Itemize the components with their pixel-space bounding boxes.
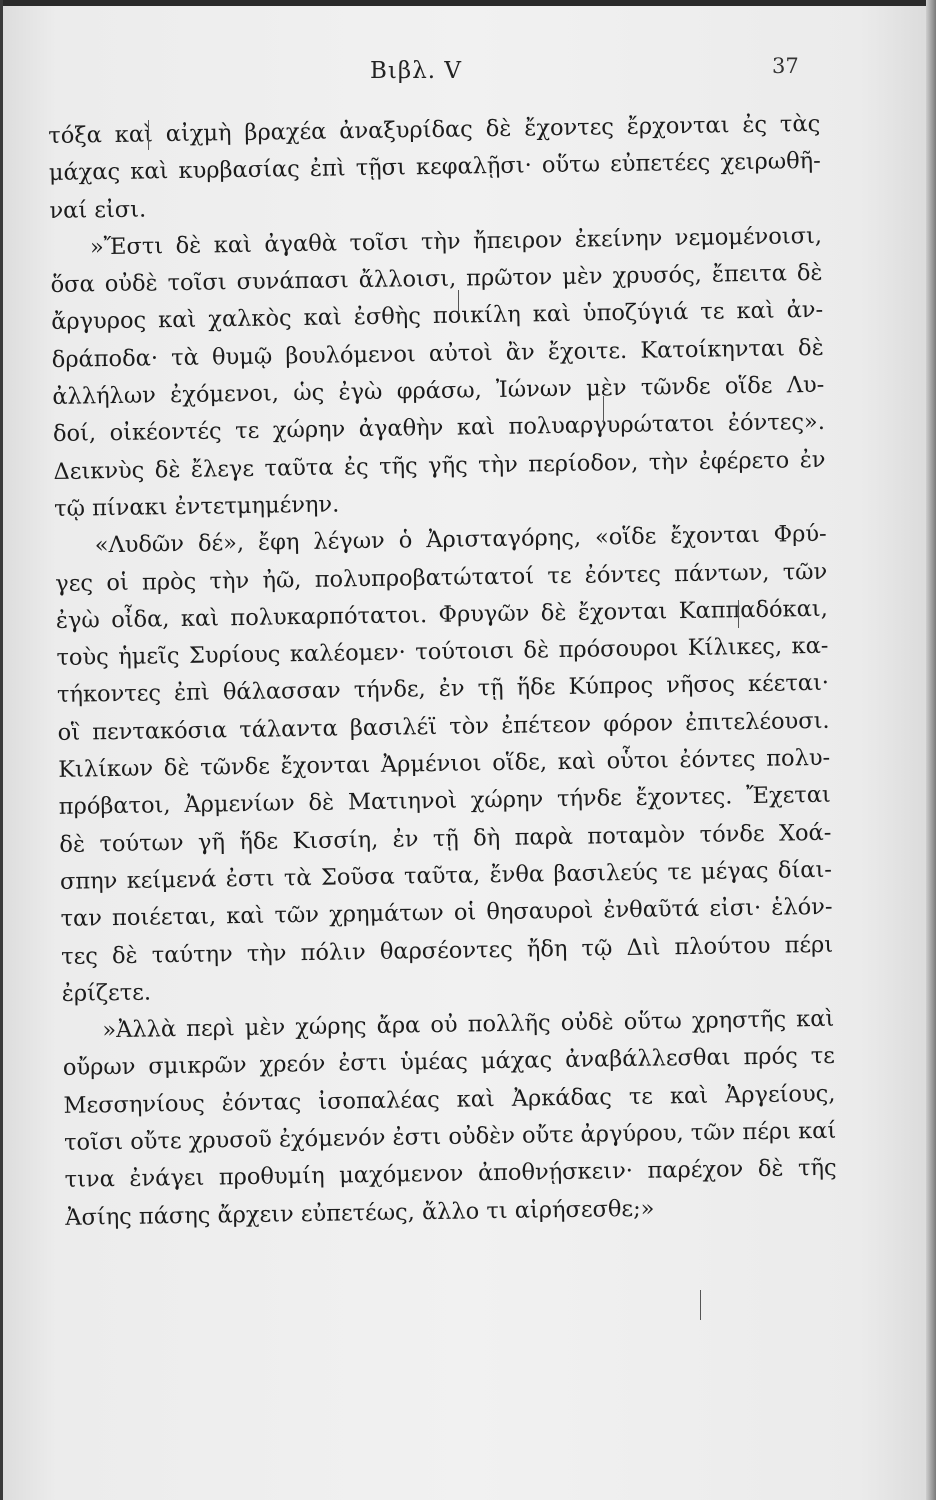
text-line: Μεσσηνίους ἐόντας ἰσοπαλέας καὶ Ἀρκάδας τε καὶ Ἀργείους, xyxy=(63,1080,836,1119)
text-line: »Ἔστι δὲ καὶ ἀγαθὰ τοῖσι τὴν ἤπειρον ἐκείνην νεμομένοισι, xyxy=(89,222,823,261)
text-line: τήκοντες ἐπὶ θάλασσαν τήνδε, ἐν τῇ ἥδε Κύπρος νῆσος κέεται· xyxy=(56,670,830,709)
scan-left-edge xyxy=(0,0,3,1500)
page-right-shadow xyxy=(926,0,936,1500)
text-line: τόξα καὶ αἰχμὴ βραχέα ἀναξυρίδας δὲ ἔχοντες ἔρχονται ἐς τὰς xyxy=(48,110,821,149)
text-line: γες οἱ πρὸς τὴν ἠῶ, πολυπροβατώτατοί τε ἐόντες πάντων, τῶν xyxy=(55,558,828,597)
pencil-mark xyxy=(458,290,459,312)
text-line: πρόβατοι, Ἀρμενίων δὲ Ματιηνοὶ χώρην τήνδε ἔχοντες. Ἔχεται xyxy=(58,782,831,821)
text-line: »Ἀλλὰ περὶ μὲν χώρης ἄρα οὐ πολλῆς οὐδὲ οὕτω χρηστῆς καὶ xyxy=(102,1005,835,1044)
text-line: ἄργυρος καὶ χαλκὸς καὶ ἐσθὴς ποικίλη καὶ ὑποζύγιά τε καὶ ἀν- xyxy=(51,297,824,336)
text-line: μάχας καὶ κυρβασίας ἐπὶ τῇσι κεφαλῇσι· οὕτω εὐπετέες χειρωθῆ- xyxy=(48,148,821,187)
text-line: οὔρων σμικρῶν χρεόν ἐστι ὑμέας μάχας ἀναβάλλεσθαι πρός τε xyxy=(62,1043,836,1082)
pencil-mark xyxy=(148,120,149,150)
text-line: Ἀσίης πάσης ἄρχειν εὐπετέως, ἄλλο τι αἱρήσεσθε;» xyxy=(65,1195,655,1231)
text-line: Δεικνὺς δὲ ἔλεγε ταῦτα ἐς τῆς γῆς τὴν περίοδον, τὴν ἐφέρετο ἐν xyxy=(53,446,826,485)
text-line: δὲ τούτων γῆ ἥδε Κισσίη, ἐν τῇ δὴ παρὰ ποταμὸν τόνδε Χοά- xyxy=(59,819,832,858)
text-line: τες δὲ ταύτην τὴν πόλιν θαρσέοντες ἤδη τῷ Διὶ πλούτου πέρι xyxy=(60,931,834,970)
text-line: ναί εἰσι. xyxy=(49,196,147,224)
pencil-mark xyxy=(738,600,739,628)
text-line: ὅσα οὐδὲ τοῖσι συνάπασι ἄλλοισι, πρῶτον μὲν χρυσός, ἔπειτα δὲ xyxy=(50,260,823,299)
pencil-mark xyxy=(700,1290,701,1320)
text-line: σπην κείμενά ἐστι τὰ Σοῦσα ταῦτα, ἔνθα βασιλεύς τε μέγας δίαι- xyxy=(59,856,833,895)
page-number: 37 xyxy=(772,54,799,78)
running-title: Βιβλ. V xyxy=(370,58,463,84)
main-text xyxy=(48,106,837,1237)
text-line: Κιλίκων δὲ τῶνδε ἔχονται Ἀρμένιοι οἵδε, καὶ οὗτοι ἐόντες πολυ- xyxy=(58,744,831,783)
text-line: «Λυδῶν δέ», ἔφη λέγων ὁ Ἀρισταγόρης, «οἵδε ἔχονται Φρύ- xyxy=(94,521,827,559)
text-line: δοί, οἰκέοντές τε χώρην ἀγαθὴν καὶ πολυαργυρώτατοι ἐόντες». xyxy=(52,409,826,448)
text-line: ταν ποιέεται, καὶ τῶν χρημάτων οἱ θησαυροὶ ἐνθαῦτά εἰσι· ἑλόν- xyxy=(60,894,833,933)
text-line: τοῖσι οὔτε χρυσοῦ ἐχόμενόν ἐστι οὐδὲν οὔτε ἀργύρου, τῶν πέρι καί xyxy=(63,1117,837,1156)
page-header xyxy=(0,54,936,98)
text-line: ἐρίζετε. xyxy=(61,979,152,1007)
text-line: τοὺς ἡμεῖς Συρίους καλέομεν· τούτοισι δὲ πρόσουροι Κίλικες, κα- xyxy=(56,632,829,672)
pencil-mark xyxy=(603,396,604,422)
text-line: ἐγὼ οἶδα, καὶ πολυκαρπότατοι. Φρυγῶν δὲ ἔχονται Καππαδόκαι, xyxy=(55,595,829,634)
text-line: ἀλλήλων ἐχόμενοι, ὡς ἐγὼ φράσω, Ἰώνων μὲν τῶνδε οἵδε Λυ- xyxy=(52,371,825,411)
text-line: δράποδα· τὰ θυμῷ βουλόμενοι αὐτοὶ ἂν ἔχοιτε. Κατοίκηνται δὲ xyxy=(51,334,824,373)
text-line: οἳ πεντακόσια τάλαντα βασιλέϊ τὸν ἐπέτεον φόρον ἐπιτελέουσι. xyxy=(57,707,830,746)
text-line: τῷ πίνακι ἐντετμημένην. xyxy=(53,491,340,522)
text-line: τινα ἐνάγει προθυμίη μαχόμενον ἀποθνῄσκειν· παρέχον δὲ τῆς xyxy=(64,1155,837,1194)
scan-top-edge xyxy=(0,0,936,6)
